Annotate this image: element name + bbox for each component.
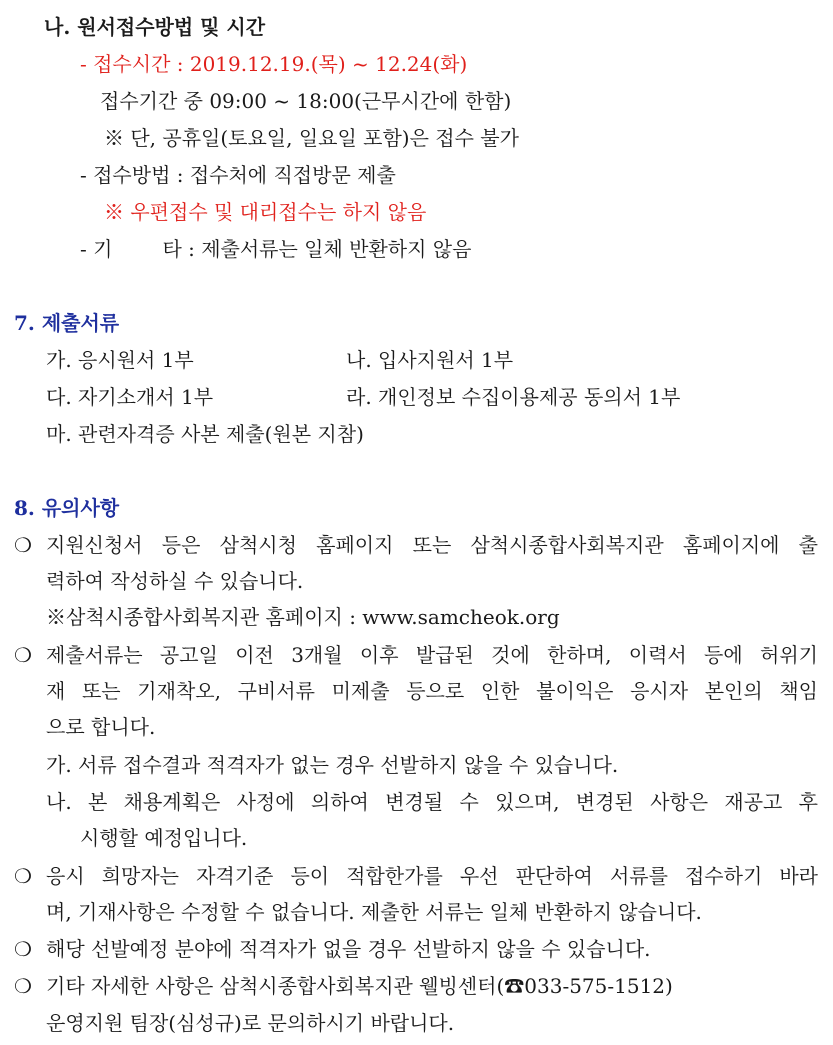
reception-time-line: - 접수시간 : 2019.12.19.(목) ~ 12.24(화) bbox=[80, 52, 468, 76]
notice2-line1: 제출서류는 공고일 이전 3개월 이후 발급된 것에 한하며, 이력서 등에 허위기 bbox=[46, 643, 818, 667]
bullet-circle-icon: ❍ bbox=[14, 937, 32, 961]
reception-time-detail: 접수기간 중 09:00 ~ 18:00(근무시간에 한함) bbox=[100, 89, 512, 113]
doc-item-2: 나. 입사지원서 1부 bbox=[346, 348, 514, 372]
etc-line bbox=[80, 236, 471, 262]
reception-method-note: ※ 우편접수 및 대리접수는 하지 않음 bbox=[104, 200, 427, 224]
notice3-line1: 응시 희망자는 자격기준 등이 적합한가를 우선 판단하여 서류를 접수하기 바라 bbox=[46, 864, 818, 888]
reception-time-note: ※ 단, 공휴일(토요일, 일요일 포함)은 접수 불가 bbox=[104, 126, 519, 150]
bullet-circle-icon: ❍ bbox=[14, 533, 32, 557]
bullet-circle-icon: ❍ bbox=[14, 643, 32, 667]
notice2-sub2-line2: 시행할 예정입니다. bbox=[80, 826, 248, 850]
doc-item-5: 마. 관련자격증 사본 제출(원본 지참) bbox=[46, 422, 364, 446]
doc-item-1: 가. 응시원서 1부 bbox=[46, 348, 194, 372]
bullet-circle-icon: ❍ bbox=[14, 864, 32, 888]
etc-rest: 타 : 제출서류는 일체 반환하지 않음 bbox=[162, 237, 472, 261]
notice3-line2: 며, 기재사항은 수정할 수 없습니다. 제출한 서류는 일체 반환하지 않습니다. bbox=[46, 900, 702, 924]
section-na-heading: 나. 원서접수방법 및 시간 bbox=[44, 15, 266, 39]
notice5-line1: 기타 자세한 사항은 삼척시종합사회복지관 웰빙센터(☎033-575-1512) bbox=[46, 974, 673, 998]
section8-heading: 8. 유의사항 bbox=[14, 496, 120, 520]
notice1-line1: 지원신청서 등은 삼척시청 홈페이지 또는 삼척시종합사회복지관 홈페이지에 출 bbox=[46, 533, 818, 557]
doc-item-4: 라. 개인정보 수집이용제공 동의서 1부 bbox=[346, 385, 681, 409]
bullet-circle-icon: ❍ bbox=[14, 974, 32, 998]
doc-item-3: 다. 자기소개서 1부 bbox=[46, 385, 214, 409]
etc-prefix: - 기 bbox=[80, 237, 113, 261]
notice2-line3: 으로 합니다. bbox=[46, 715, 156, 739]
notice1-homepage: ※삼척시종합사회복지관 홈페이지 : www.samcheok.org bbox=[46, 605, 560, 629]
reception-method-line: - 접수방법 : 접수처에 직접방문 제출 bbox=[80, 163, 396, 187]
notice2-sub1: 가. 서류 접수결과 적격자가 없는 경우 선발하지 않을 수 있습니다. bbox=[46, 753, 619, 777]
notice2-line2: 재 또는 기재착오, 구비서류 미제출 등으로 인한 불이익은 응시자 본인의 책임 bbox=[46, 679, 818, 703]
notice2-sub2-line1: 나. 본 채용계획은 사정에 의하여 변경될 수 있으며, 변경된 사항은 재공고 후 bbox=[46, 790, 818, 814]
notice4-line1: 해당 선발예정 분야에 적격자가 없을 경우 선발하지 않을 수 있습니다. bbox=[46, 937, 651, 961]
notice1-line2: 력하여 작성하실 수 있습니다. bbox=[46, 569, 304, 593]
notice5-line2: 운영지원 팀장(심성규)로 문의하시기 바랍니다. bbox=[46, 1011, 455, 1035]
section7-heading: 7. 제출서류 bbox=[14, 311, 120, 335]
